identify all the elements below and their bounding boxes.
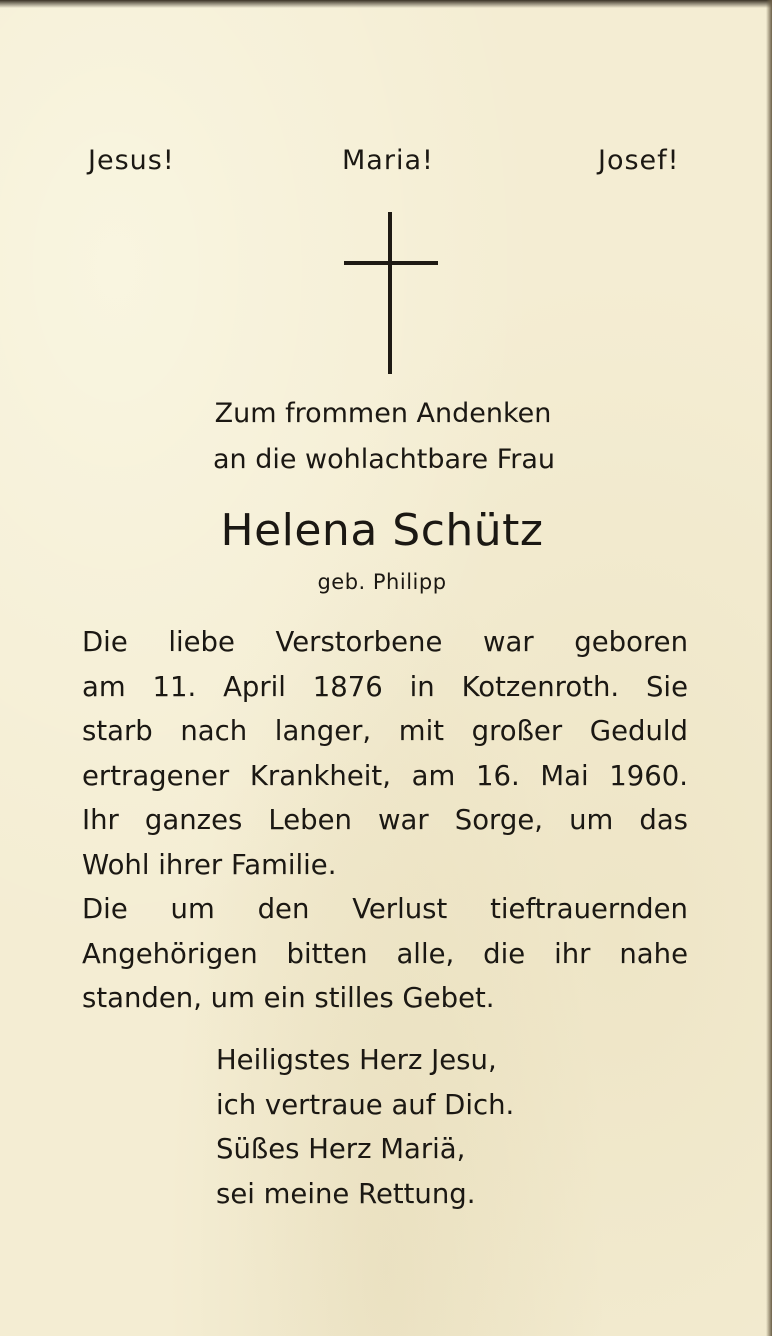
prayer-line: ich vertraue auf Dich. bbox=[216, 1088, 515, 1121]
invocation-jesus: Jesus! bbox=[88, 145, 175, 176]
text-line: am 11. April 1876 in Kotzenroth. Sie bbox=[82, 670, 688, 703]
text-line: standen, um ein stilles Gebet. bbox=[82, 982, 495, 1014]
text-line: Wohl ihrer Familie. bbox=[82, 848, 337, 881]
prayer-line: Heiligstes Herz Jesu, bbox=[216, 1044, 497, 1076]
prayer-line: sei meine Rettung. bbox=[216, 1177, 476, 1210]
deceased-name: Helena Schütz bbox=[220, 505, 544, 556]
cross-icon bbox=[340, 212, 442, 376]
intro-line-1: Zum frommen Andenken bbox=[214, 398, 552, 429]
text-line: ertragener Krankheit, am 16. Mai 1960. bbox=[82, 759, 688, 792]
intro-line-2: an die wohlachtbare Frau bbox=[212, 444, 556, 475]
cross-horizontal-bar bbox=[344, 261, 438, 265]
text-line: Angehörigen bitten alle, die ihr nahe bbox=[82, 937, 688, 970]
paper-right-edge bbox=[766, 0, 772, 1336]
prayer-block bbox=[216, 1038, 514, 1216]
invocation-josef: Josef! bbox=[598, 145, 680, 176]
obituary-text bbox=[82, 620, 688, 1021]
maiden-name: geb. Philipp bbox=[317, 570, 447, 594]
text-line: Die liebe Verstorbene war geboren bbox=[82, 626, 688, 658]
text-line: Die um den Verlust tieftrauernden bbox=[82, 893, 688, 925]
prayer-line: Süßes Herz Mariä, bbox=[216, 1133, 466, 1165]
cross-vertical-bar bbox=[388, 212, 392, 374]
invocation-maria: Maria! bbox=[342, 145, 434, 176]
paper-top-edge bbox=[0, 0, 772, 8]
text-line: starb nach langer, mit großer Geduld bbox=[82, 715, 688, 747]
text-line: Ihr ganzes Leben war Sorge, um das bbox=[82, 804, 688, 836]
